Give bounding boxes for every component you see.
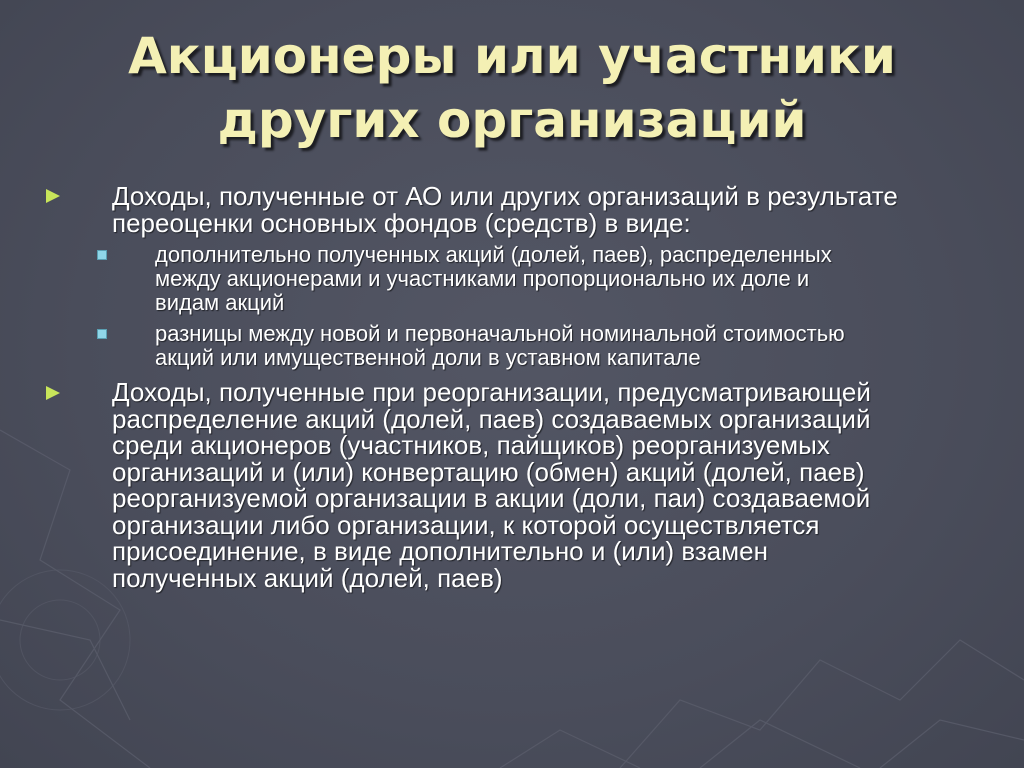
sub-bullet-line: разницы между новой и первоначальной номинальной стоимостью xyxy=(155,321,845,346)
title-line: Акционеры или участники xyxy=(128,27,896,85)
square-bullet-icon xyxy=(97,250,107,260)
bullet-line: организаций и (или) конвертацию (обмен) акций (долей, паев) xyxy=(112,456,865,487)
bullet-line: организации либо организации, к которой осуществляется xyxy=(112,509,820,540)
bullet-line: переоценки основных фондов (средств) в виде: xyxy=(112,207,691,238)
bullet-line: распределение акций (долей, паев) создаваемых организаций xyxy=(112,403,871,434)
bullet-line: среди акционеров (участников, пайщиков) реорганизуемых xyxy=(112,430,830,460)
bullet-text xyxy=(112,183,898,236)
title-line: других организаций xyxy=(217,91,807,149)
square-bullet-icon xyxy=(97,329,107,339)
sub-bullet-line: видам акций xyxy=(155,290,285,315)
bullet-line: полученных акций (долей, паев) xyxy=(112,562,503,593)
triangle-arrow-icon xyxy=(46,386,60,400)
bullet-line: присоединение, в виде дополнительно и (или) взамен xyxy=(112,536,768,566)
sub-bullet-line: дополнительно полученных акций (долей, паев), распределенных xyxy=(155,242,832,267)
sub-bullet-text xyxy=(155,322,845,370)
sub-bullet-line: между акционерами и участниками пропорционально их доле и xyxy=(155,266,810,291)
bullet-line: реорганизуемой организации в акции (доли, паи) создаваемой xyxy=(112,483,871,513)
bullet-line: Доходы, полученные при реорганизации, предусматривающей xyxy=(112,377,871,407)
triangle-arrow-icon xyxy=(46,189,60,203)
sub-bullet-text xyxy=(155,243,832,315)
sub-bullet-line: акций или имущественной доли в уставном капитале xyxy=(155,345,701,370)
bullet-text xyxy=(112,379,871,591)
bullet-line: Доходы, полученные от АО или других организаций в результате xyxy=(112,181,898,211)
